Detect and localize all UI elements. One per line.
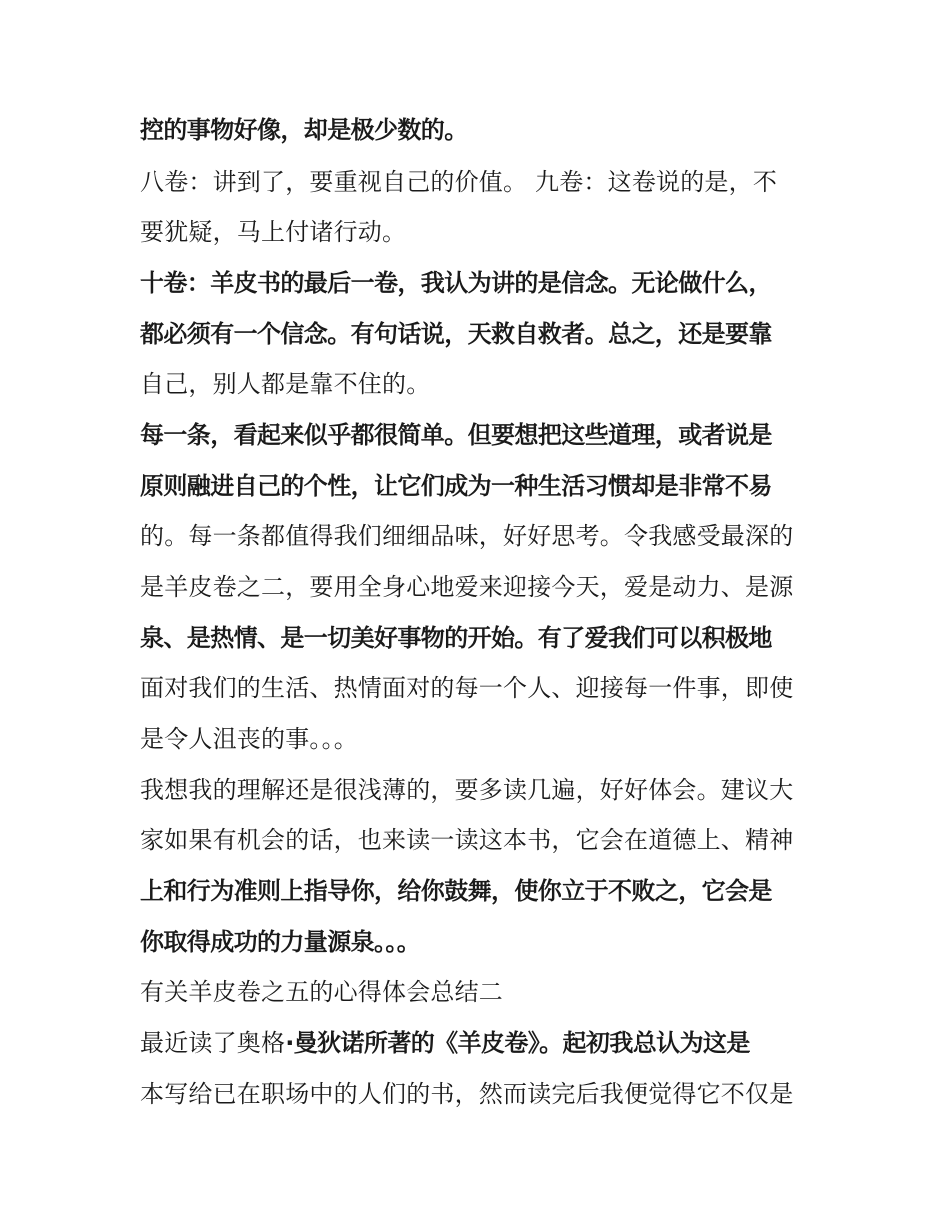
text-line: 自己，别人都是靠不住的。 bbox=[140, 370, 431, 398]
text-line: 泉、是热情、是一切美好事物的开始。有了爱我们可以积极地 bbox=[140, 624, 772, 652]
text-line: 的。每一条都值得我们细细品味，好好思考。令我感受最深的 bbox=[140, 522, 794, 550]
text-line: 你取得成功的力量源泉。。。 bbox=[140, 928, 421, 956]
text-line: 本写给已在职场中的人们的书，然而读完后我便觉得它不仅是 bbox=[140, 1080, 794, 1108]
text-line: 八卷：讲到了，要重视自己的价值。 九卷：这卷说的是，不 bbox=[140, 168, 778, 196]
section-heading: 有关羊皮卷之五的心得体会总结二 bbox=[140, 978, 503, 1006]
text-line bbox=[140, 1023, 830, 1063]
text-segment: 最近读了奥格 bbox=[140, 1029, 286, 1057]
text-line: 十卷：羊皮书的最后一卷，我认为讲的是信念。无论做什么， bbox=[140, 269, 772, 297]
text-line: 原则融进自己的个性，让它们成为一种生活习惯却是非常不易 bbox=[140, 472, 772, 500]
text-segment: ·曼狄诺所著的《羊皮卷》。起初我总认为这是 bbox=[285, 1029, 750, 1057]
text-line: 控的事物好像，却是极少数的。 bbox=[140, 116, 468, 144]
text-line: 都必须有一个信念。有句话说，天救自救者。总之，还是要靠 bbox=[140, 320, 772, 348]
text-line: 面对我们的生活、热情面对的每一个人、迎接每一件事，即使 bbox=[140, 674, 794, 702]
text-line: 每一条，看起来似乎都很简单。但要想把这些道理，或者说是 bbox=[140, 421, 772, 449]
text-line: 是羊皮卷之二，要用全身心地爱来迎接今天，爱是动力、是源 bbox=[140, 573, 794, 601]
text-line: 上和行为准则上指导你，给你鼓舞，使你立于不败之，它会是 bbox=[140, 877, 772, 905]
text-line: 是令人沮丧的事。。。 bbox=[140, 725, 358, 753]
text-line: 我想我的理解还是很浅薄的，要多读几遍，好好体会。建议大 bbox=[140, 776, 794, 804]
text-line: 家如果有机会的话，也来读一读这本书，它会在道德上、精神 bbox=[140, 826, 794, 854]
text-line: 要犹疑，马上付诸行动。 bbox=[140, 218, 407, 246]
